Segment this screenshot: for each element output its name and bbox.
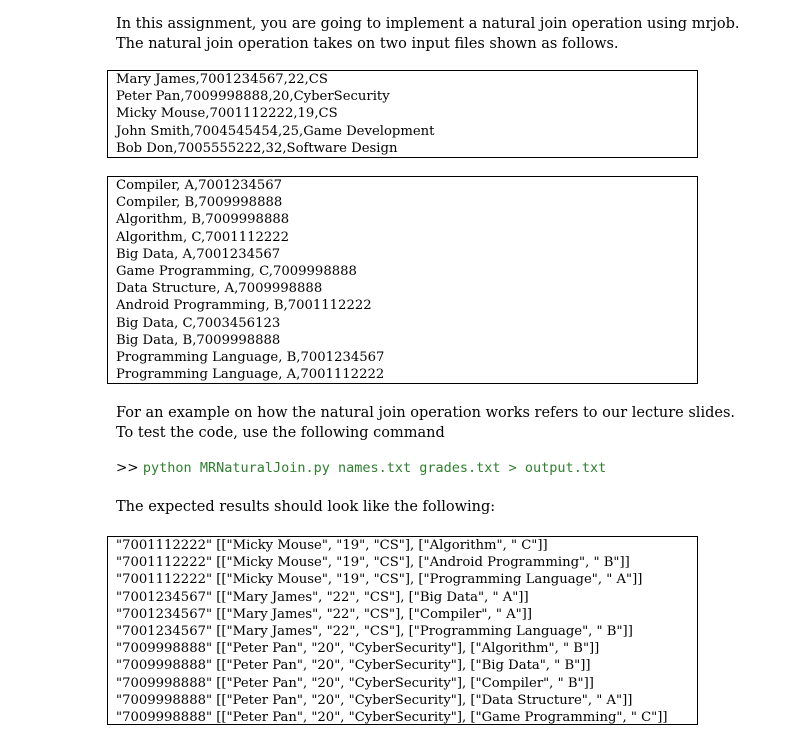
grades-line: Android Programming, B,7001112222 (116, 298, 372, 314)
output-line: "7009998888" [["Peter Pan", "20", "CyberSecurity"], ["Algorithm", " B"]] (116, 641, 600, 657)
command-prompt: >> (116, 460, 139, 476)
instructions-line-2: To test the code, use the following command (116, 425, 445, 441)
expected-output-box (107, 536, 698, 725)
output-line: "7001234567" [["Mary James", "22", "CS"], ["Compiler", " A"]] (116, 606, 532, 622)
grades-line: Programming Language, B,7001234567 (116, 350, 385, 366)
output-line: "7001234567" [["Mary James", "22", "CS"], ["Programming Language", " B"]] (116, 624, 633, 640)
names-line: Micky Mouse,7001112222,19,CS (116, 106, 338, 122)
grades-line: Algorithm, B,7009998888 (116, 212, 290, 228)
grades-file-box (107, 176, 698, 384)
expected-label-text: The expected results should look like the following: (116, 499, 496, 515)
grades-line: Game Programming, C,7009998888 (116, 264, 357, 280)
output-line: "7009998888" [["Peter Pan", "20", "CyberSecurity"], ["Big Data", " B"]] (116, 658, 591, 674)
names-file-box (107, 70, 698, 158)
names-line: Peter Pan,7009998888,20,CyberSecurity (116, 89, 390, 105)
output-line: "7009998888" [["Peter Pan", "20", "CyberSecurity"], ["Compiler", " B"]] (116, 675, 594, 691)
instructions-line-1: For an example on how the natural join operation works refers to our lecture slides. (116, 405, 735, 421)
command-text: python MRNaturalJoin.py names.txt grades.txt > output.txt (142, 460, 607, 476)
grades-line: Data Structure, A,7009998888 (116, 281, 323, 297)
expected-results-label (116, 497, 495, 517)
output-line: "7009998888" [["Peter Pan", "20", "CyberSecurity"], ["Game Programming", " C"]] (116, 710, 668, 725)
instructions-paragraph (116, 403, 735, 443)
grades-line: Compiler, A,7001234567 (116, 178, 283, 193)
grades-line: Big Data, B,7009998888 (116, 332, 281, 348)
grades-line: Big Data, C,7003456123 (116, 315, 281, 331)
intro-line-1: In this assignment, you are going to implement a natural join operation using mrjob. (116, 16, 740, 32)
names-line: Bob Don,7005555222,32,Software Design (116, 140, 398, 156)
command-line (116, 460, 606, 476)
output-line: "7001112222" [["Micky Mouse", "19", "CS"], ["Programming Language", " A"]] (116, 572, 643, 588)
grades-line: Algorithm, C,7001112222 (116, 229, 290, 245)
output-line: "7001112222" [["Micky Mouse", "19", "CS"], ["Algorithm", " C"]] (116, 538, 548, 553)
output-line: "7001112222" [["Micky Mouse", "19", "CS"], ["Android Programming", " B"]] (116, 555, 630, 571)
intro-line-2: The natural join operation takes on two input files shown as follows. (116, 36, 619, 52)
grades-line: Compiler, B,7009998888 (116, 195, 283, 211)
output-line: "7001234567" [["Mary James", "22", "CS"], ["Big Data", " A"]] (116, 589, 529, 605)
grades-line: Programming Language, A,7001112222 (116, 367, 385, 383)
names-line: Mary James,7001234567,22,CS (116, 72, 328, 87)
names-line: John Smith,7004545454,25,Game Development (116, 123, 435, 139)
grades-line: Big Data, A,7001234567 (116, 246, 281, 262)
intro-paragraph (116, 14, 740, 54)
output-line: "7009998888" [["Peter Pan", "20", "CyberSecurity"], ["Data Structure", " A"]] (116, 692, 633, 708)
